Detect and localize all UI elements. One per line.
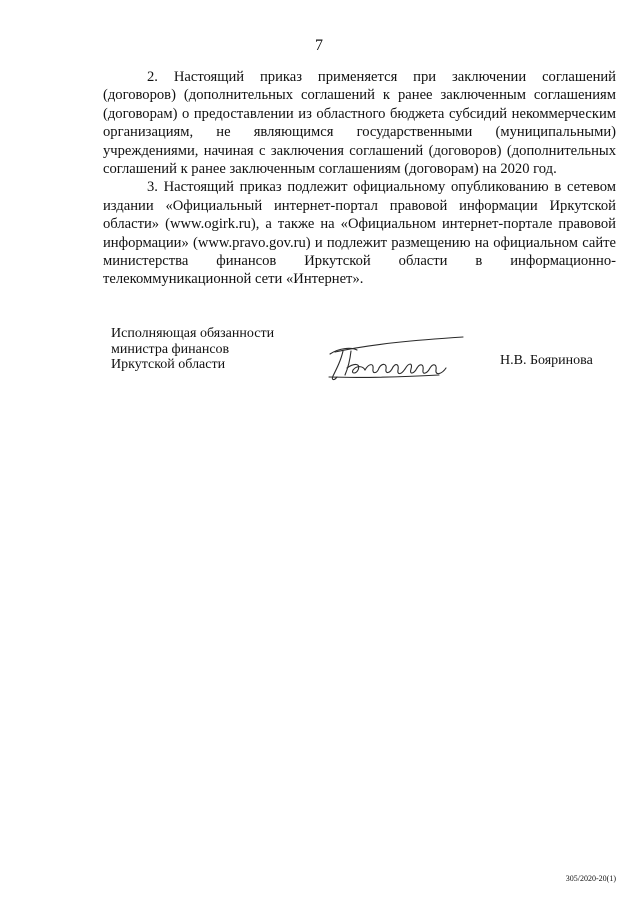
- signature-block: [111, 326, 621, 396]
- paragraph-2: 2. Настоящий приказ применяется при заключении соглашений (договоров) (дополнительных соглашений к ранее заключенным соглашениям (договорам) о предоставлении из областного бюджета субсидий некоммерческим организациям, не являющимся государственными (муниципальными) учреждениями, начиная с заключения соглашений (договоров) (дополнительных соглашений к ранее заключенным соглашениям (договорам) на 2020 год.: [103, 69, 616, 178]
- signatory-position: [111, 326, 274, 373]
- signatory-position-line: Иркутской области: [111, 357, 226, 372]
- document-code: 305/2020-20(1): [565, 874, 616, 883]
- signatory-position-line: Исполняющая обязанности: [111, 326, 275, 341]
- handwritten-signature: [321, 330, 471, 388]
- signatory-position-line: министра финансов: [111, 341, 230, 357]
- document-body: [103, 68, 616, 289]
- paragraph-3: 3. Настоящий приказ подлежит официальному опубликованию в сетевом издании «Официальный интернет-портал правовой информации Иркутской области» (www.ogirk.ru), а также на «Официальном интернет-портале правовой информации» (www.pravo.gov.ru) и подлежит размещению на официальном сайте министерства финансов Иркутской области в информационно-телекоммуникационной сети «Интернет».: [103, 179, 616, 288]
- page-number: 7: [315, 37, 323, 54]
- signer-name: Н.В. Бояринова: [500, 353, 593, 368]
